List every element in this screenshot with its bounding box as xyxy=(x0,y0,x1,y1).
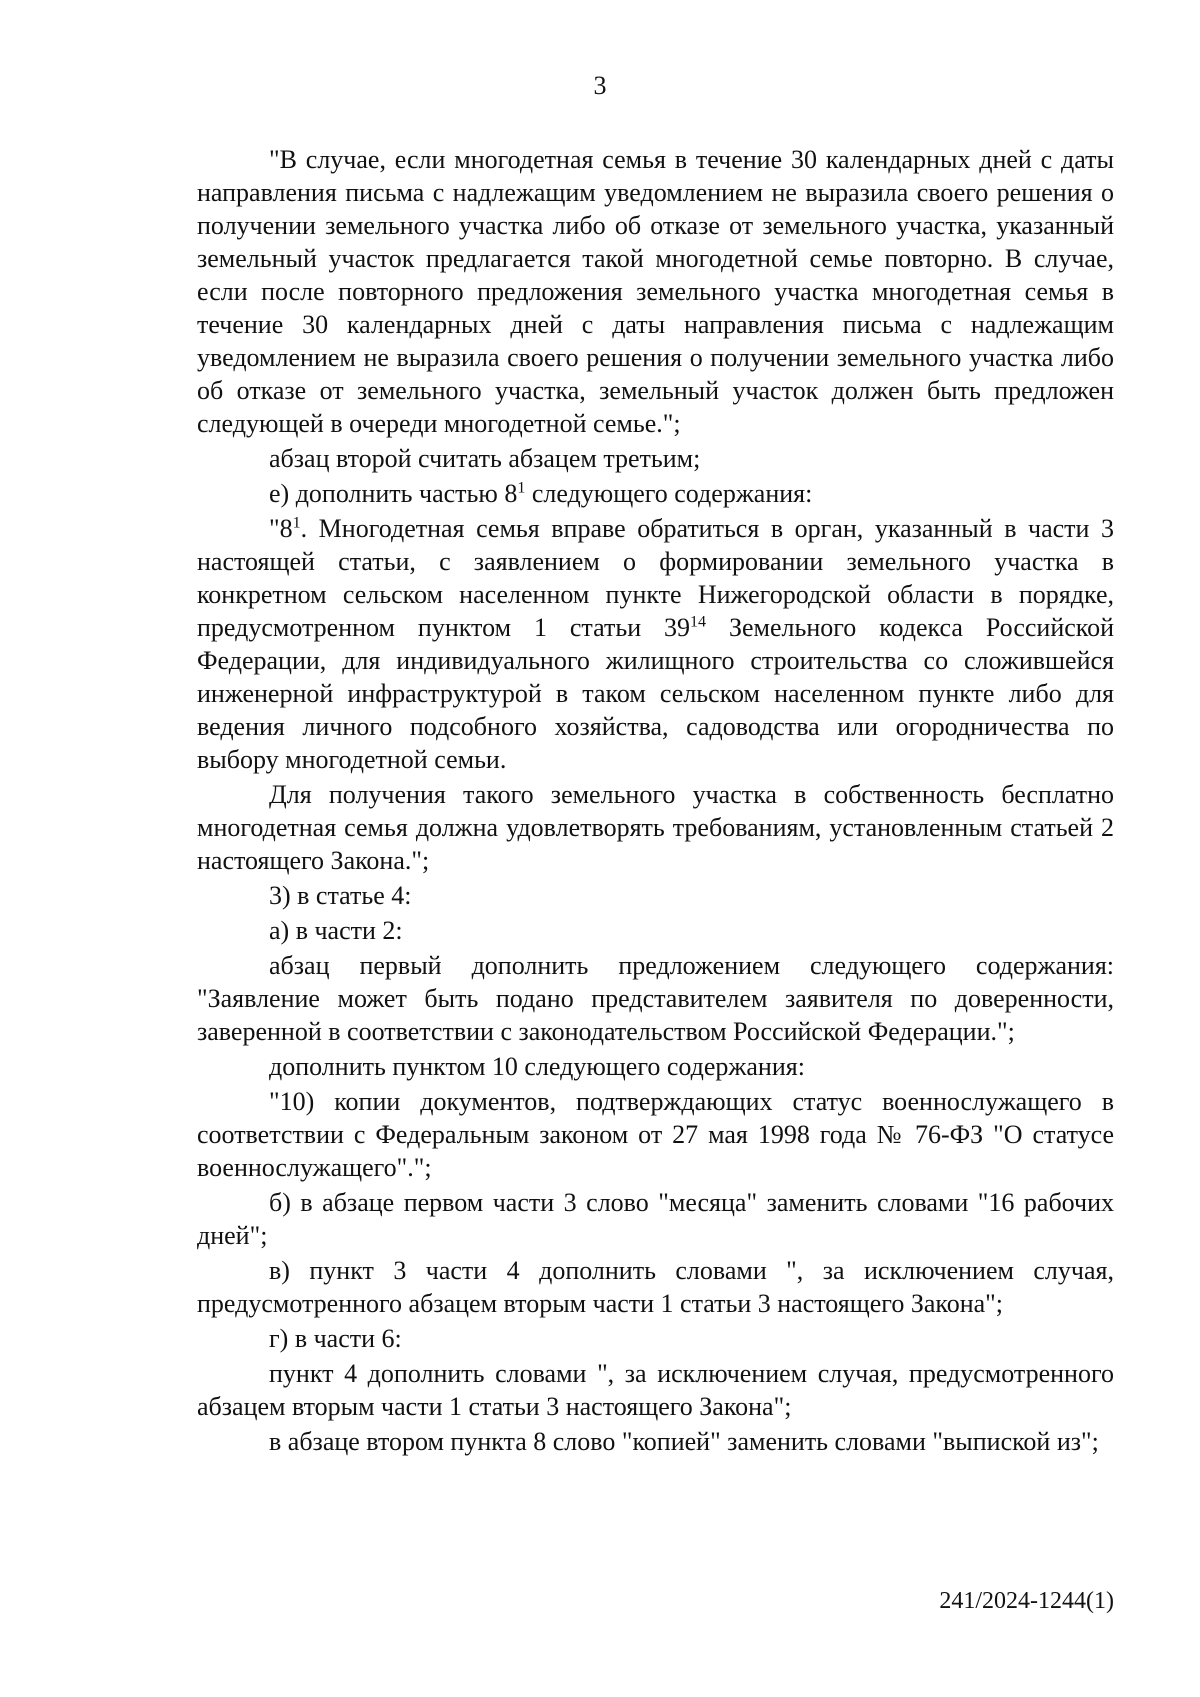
paragraph-10: "10) копии документов, подтверждающих статус военнослужащего в соответствии с Федеральным законом от 27 мая 1998 года № 76-ФЗ "О статусе военнослужащего"."; xyxy=(197,1087,1114,1182)
paragraph-4-text-before: "8 xyxy=(269,514,293,543)
document-number: 241/2024-1244(1) xyxy=(939,1588,1114,1614)
paragraph-11: б) в абзаце первом части 3 слово "месяца" заменить словами "16 рабочих дней"; xyxy=(197,1188,1114,1250)
paragraph-9: дополнить пунктом 10 следующего содержания: xyxy=(269,1052,805,1081)
paragraph-8: абзац первый дополнить предложением следующего содержания: "Заявление может быть подано представителем заявителя по доверенности, заверенной в соответствии с законодательством Российской Федерации."; xyxy=(197,951,1114,1046)
paragraph-7: а) в части 2: xyxy=(269,916,403,945)
paragraph-3-superscript: 1 xyxy=(517,479,526,497)
paragraph-4-text-after: Земельного кодекса Российской Федерации, для индивидуального жилищного строительства со сложившейся инженерной инфраструктурой в таком сельском населенном пункте либо для ведения личного подсобного хозяйства, садоводства или огородничества по выбору многодетной семьи. xyxy=(197,613,1115,774)
document-body xyxy=(197,143,1114,1458)
paragraph-4-superscript-2: 14 xyxy=(690,613,707,631)
paragraph-4 xyxy=(197,512,1114,776)
paragraph-15: в абзаце втором пункта 8 слово "копией" заменить словами "выпиской из"; xyxy=(269,1427,1099,1456)
paragraph-13: г) в части 6: xyxy=(269,1324,402,1353)
paragraph-4-text-middle: . Многодетная семья вправе обратиться в орган, указанный в части 3 настоящей статьи, с заявлением о формировании земельного участка в конкретном сельском населенном пункте Нижегородской области в порядке, предусмотренном пунктом 1 статьи 39 xyxy=(197,514,1114,642)
paragraph-3-text-after: следующего содержания: xyxy=(525,479,813,508)
paragraph-3 xyxy=(197,477,1114,510)
paragraph-3-text-before: е) дополнить частью 8 xyxy=(269,479,518,508)
paragraph-1: "В случае, если многодетная семья в течение 30 календарных дней с даты направления письма с надлежащим уведомлением не выразила своего решения о получении земельного участка либо об отказе от земельного участка, указанный земельный участок предлагается такой многодетной семье повторно. В случае, если после повторного предложения земельного участка многодетная семья в течение 30 календарных дней с даты направления письма с надлежащим уведомлением не выразила своего решения о получении земельного участка либо об отказе от земельного участка, земельный участок должен быть предложен следующей в очереди многодетной семье."; xyxy=(197,145,1114,438)
page-number: 3 xyxy=(593,71,607,100)
paragraph-6: 3) в статье 4: xyxy=(269,881,412,910)
paragraph-14: пункт 4 дополнить словами ", за исключением случая, предусмотренного абзацем вторым части 1 статьи 3 настоящего Закона"; xyxy=(197,1359,1114,1421)
paragraph-4-superscript: 1 xyxy=(292,514,301,532)
paragraph-2: абзац второй считать абзацем третьим; xyxy=(269,444,701,473)
paragraph-12: в) пункт 3 части 4 дополнить словами ", за исключением случая, предусмотренного абзацем вторым части 1 статьи 3 настоящего Закона"; xyxy=(197,1256,1114,1318)
paragraph-5: Для получения такого земельного участка в собственность бесплатно многодетная семья должна удовлетворять требованиям, установленным статьей 2 настоящего Закона."; xyxy=(197,780,1114,875)
